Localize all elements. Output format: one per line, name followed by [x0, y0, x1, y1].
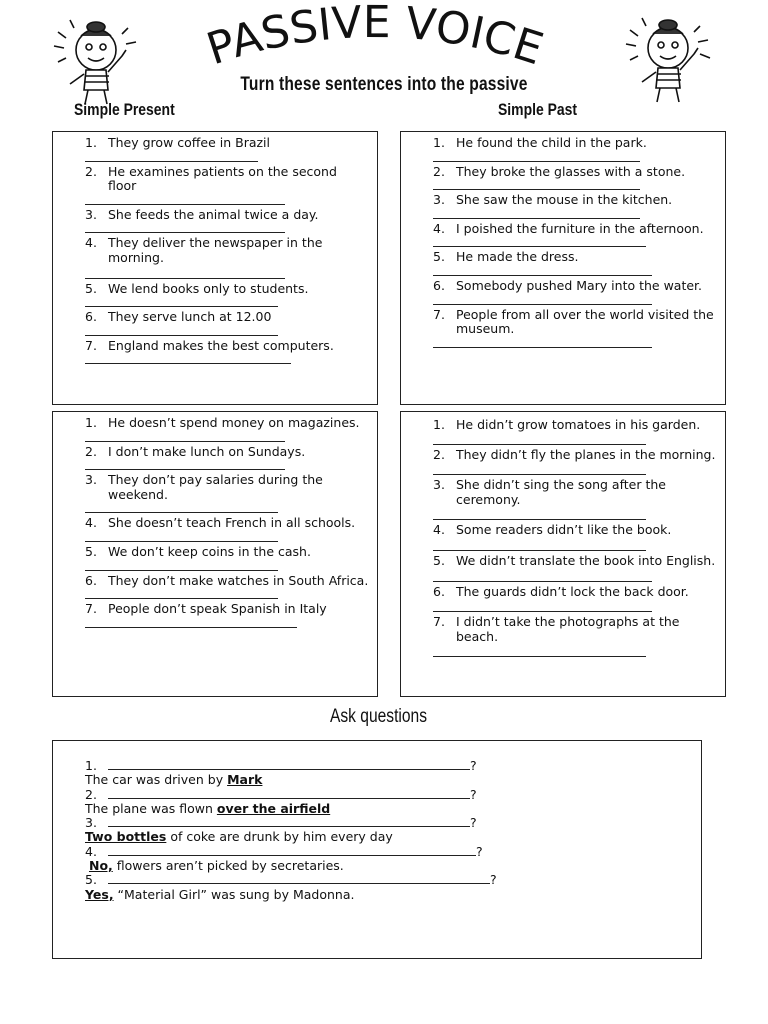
- answer-line[interactable]: [433, 611, 652, 612]
- list-item: [85, 282, 369, 297]
- item-text: We lend books only to students.: [108, 280, 309, 296]
- list-item: [433, 250, 717, 265]
- question-mark: ?: [476, 843, 483, 859]
- question-answer: [85, 888, 691, 902]
- item-text: She didn’t sing the song after the ceremony.: [456, 477, 666, 507]
- item-number: 6.: [433, 583, 445, 599]
- answer-line[interactable]: [85, 570, 278, 571]
- question-row: [85, 788, 691, 802]
- item-number: 7.: [433, 614, 445, 630]
- item-number: 4.: [433, 522, 445, 538]
- list-item: [85, 516, 369, 531]
- item-number: 1.: [85, 415, 97, 430]
- question-number: 5.: [85, 872, 97, 888]
- item-number: 4.: [85, 515, 97, 531]
- item-number: 3.: [433, 477, 445, 493]
- exercise-list: [85, 416, 369, 631]
- answer-line[interactable]: [433, 347, 652, 348]
- answer-text: The car was driven by: [85, 772, 228, 788]
- question-mark: ?: [490, 872, 497, 888]
- item-text: They broke the glasses with a stone.: [456, 163, 686, 179]
- item-number: 7.: [85, 601, 97, 617]
- answer-line[interactable]: [85, 232, 285, 233]
- list-item: [433, 222, 717, 237]
- question-row: [85, 873, 691, 887]
- item-number: 6.: [85, 572, 97, 588]
- item-number: 5.: [85, 280, 97, 296]
- list-item: [433, 615, 717, 644]
- question-number: 4.: [85, 843, 97, 859]
- answer-line[interactable]: [85, 363, 291, 364]
- item-text: People don’t speak Spanish in Italy: [108, 601, 327, 617]
- item-number: 3.: [85, 206, 97, 222]
- item-text: We don’t keep coins in the cash.: [108, 543, 311, 559]
- item-text: People from all over the world visited the museum.: [456, 306, 714, 337]
- item-number: 4.: [433, 220, 445, 236]
- answer-line[interactable]: [433, 656, 646, 657]
- item-number: 1.: [85, 135, 97, 150]
- answer-line[interactable]: [85, 161, 258, 162]
- answer-line[interactable]: [433, 275, 652, 276]
- item-text: He found the child in the park.: [456, 135, 647, 150]
- answer-line[interactable]: [85, 627, 297, 628]
- item-text: Somebody pushed Mary into the water.: [456, 277, 703, 293]
- answer-keyword: Two bottles: [85, 829, 167, 845]
- question-row: [85, 816, 691, 830]
- list-item: [433, 136, 717, 151]
- answer-text: “Material Girl” was sung by Madonna.: [113, 886, 355, 902]
- question-mark: ?: [470, 815, 477, 831]
- item-number: 4.: [85, 235, 97, 251]
- answer-text: flowers aren’t picked by secretaries.: [112, 858, 344, 874]
- answer-line[interactable]: [433, 304, 652, 305]
- item-text: Some readers didn’t like the book.: [456, 522, 672, 538]
- item-text: She feeds the animal twice a day.: [108, 206, 319, 222]
- list-item: [85, 445, 369, 460]
- box-present-negative: [52, 411, 378, 697]
- item-number: 7.: [85, 337, 97, 353]
- item-text: I didn’t take the photographs at the beach.: [456, 614, 680, 644]
- answer-line[interactable]: [433, 218, 640, 219]
- answer-line[interactable]: [433, 444, 646, 445]
- exercise-list: [433, 418, 717, 660]
- item-text: The guards didn’t lock the back door.: [456, 583, 689, 599]
- answer-line[interactable]: [85, 598, 278, 599]
- question-number: 3.: [85, 815, 97, 831]
- subtitle: Turn these sentences into the passive: [240, 74, 528, 95]
- question-answer-line[interactable]: [108, 788, 470, 799]
- list-item: [433, 308, 717, 337]
- answer-keyword: over the airfield: [216, 800, 331, 816]
- answer-line[interactable]: [433, 519, 646, 520]
- answer-line[interactable]: [85, 441, 285, 442]
- list-item: [433, 523, 717, 538]
- answer-line[interactable]: [433, 474, 646, 475]
- answer-keyword: No,: [88, 858, 113, 874]
- item-text: They serve lunch at 12.00: [108, 309, 272, 325]
- item-number: 5.: [433, 249, 445, 265]
- item-text: She doesn’t teach French in all schools.: [108, 515, 356, 531]
- answer-line[interactable]: [433, 189, 640, 190]
- answer-keyword: Yes,: [85, 886, 114, 902]
- item-number: 2.: [85, 443, 97, 459]
- item-text: I don’t make lunch on Sundays.: [108, 443, 306, 459]
- item-number: 2.: [433, 446, 445, 462]
- item-number: 1.: [433, 135, 445, 150]
- item-number: 3.: [85, 472, 97, 488]
- answer-line[interactable]: [433, 161, 640, 162]
- question-answer-line[interactable]: [108, 816, 470, 827]
- heading-ask-questions: Ask questions: [330, 706, 428, 727]
- item-text: They don’t make watches in South Africa.: [108, 572, 369, 588]
- question-answer-line[interactable]: [108, 845, 476, 856]
- answer-line[interactable]: [85, 469, 285, 470]
- list-item: [85, 545, 369, 560]
- list-item: [85, 136, 369, 151]
- box-present-affirmative: [52, 131, 378, 405]
- item-text: England makes the best computers.: [108, 337, 334, 353]
- answer-line[interactable]: [433, 550, 646, 551]
- item-text: He examines patients on the second floor: [108, 163, 337, 194]
- list-item: [85, 310, 369, 325]
- list-item: [433, 448, 717, 463]
- item-number: 3.: [433, 192, 445, 208]
- question-answer: [85, 773, 691, 787]
- item-number: 1.: [433, 417, 445, 432]
- question-number: 1.: [85, 758, 97, 773]
- box-ask-questions: [52, 740, 702, 959]
- item-text: He doesn’t spend money on magazines.: [108, 415, 360, 430]
- item-number: 5.: [433, 552, 445, 568]
- item-number: 7.: [433, 306, 445, 322]
- list-item: [433, 279, 717, 294]
- question-mark: ?: [470, 786, 477, 802]
- list-item: [433, 478, 717, 507]
- list-item: [433, 585, 717, 600]
- item-number: 6.: [433, 277, 445, 293]
- svg-text:PASSIVE VOICE: PASSIVE VOICE: [200, 0, 550, 76]
- list-item: [85, 574, 369, 589]
- list-item: [85, 473, 369, 502]
- item-text: We didn’t translate the book into English.: [456, 552, 716, 568]
- answer-keyword: Mark: [227, 772, 263, 788]
- answer-text: of coke are drunk by him every day: [166, 829, 393, 845]
- list-item: [85, 602, 369, 617]
- item-text: They don’t pay salaries during the weekend.: [108, 472, 323, 502]
- list-item: [85, 236, 369, 265]
- question-number: 2.: [85, 786, 97, 802]
- question-answer-line[interactable]: [108, 873, 490, 884]
- question-answer: [85, 830, 691, 844]
- answer-text: The plane was flown: [85, 800, 217, 816]
- item-text: I poished the furniture in the afternoon.: [456, 220, 704, 236]
- answer-line[interactable]: [85, 541, 278, 542]
- answer-line[interactable]: [85, 204, 285, 205]
- list-item: [85, 339, 369, 354]
- heading-simple-present: Simple Present: [74, 100, 175, 119]
- answer-line[interactable]: [433, 246, 646, 247]
- item-number: 2.: [85, 163, 97, 179]
- item-text: She saw the mouse in the kitchen.: [456, 192, 673, 208]
- question-row: [85, 845, 691, 859]
- item-text: He made the dress.: [456, 249, 579, 265]
- question-row: [85, 759, 691, 773]
- question-answer-line[interactable]: [108, 759, 470, 770]
- heading-simple-past: Simple Past: [498, 100, 578, 119]
- answer-line[interactable]: [433, 581, 652, 582]
- list-item: [85, 208, 369, 223]
- question-mark: ?: [470, 758, 477, 773]
- exercise-list: [433, 136, 717, 351]
- item-number: 6.: [85, 309, 97, 325]
- box-past-affirmative: [400, 131, 726, 405]
- item-text: They grow coffee in Brazil: [108, 135, 270, 150]
- exercise-list: [85, 136, 369, 367]
- item-number: 5.: [85, 543, 97, 559]
- question-list: [85, 759, 691, 902]
- question-answer: [85, 859, 691, 873]
- list-item: [85, 165, 369, 194]
- box-past-negative: [400, 411, 726, 697]
- answer-line[interactable]: [85, 306, 278, 307]
- list-item: [433, 165, 717, 180]
- item-text: They deliver the newspaper in the morning.: [108, 235, 323, 265]
- question-answer: [85, 802, 691, 816]
- answer-line[interactable]: [85, 512, 278, 513]
- list-item: [85, 416, 369, 431]
- answer-line[interactable]: [85, 335, 278, 336]
- cartoon-lightbulb-man-left-icon: [48, 12, 148, 112]
- item-text: He didn’t grow tomatoes in his garden.: [456, 417, 701, 432]
- item-number: 2.: [433, 163, 445, 179]
- item-text: They didn’t fly the planes in the morning.: [456, 446, 716, 462]
- list-item: [433, 193, 717, 208]
- answer-line[interactable]: [85, 278, 285, 279]
- list-item: [433, 554, 717, 569]
- list-item: [433, 418, 717, 433]
